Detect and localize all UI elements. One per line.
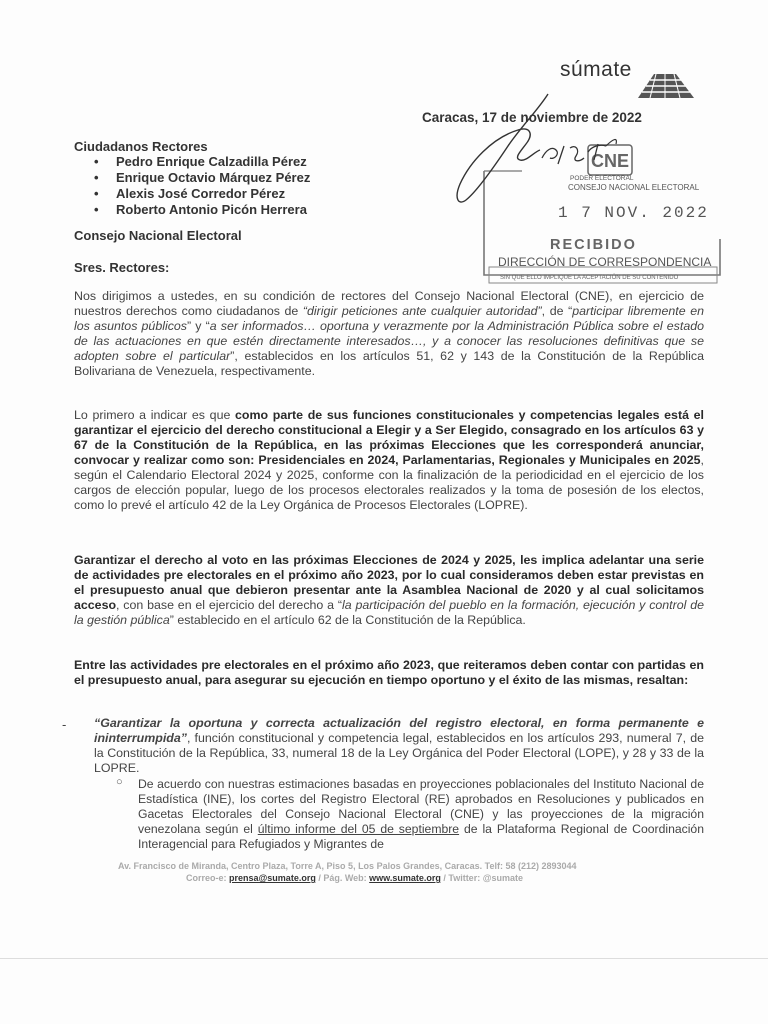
logo-text: súmate [560, 58, 632, 81]
stamp-org2: CONSEJO NACIONAL ELECTORAL [568, 183, 700, 192]
list-dash: - [62, 717, 67, 732]
stamp-org1: PODER ELECTORAL [570, 175, 634, 182]
handwritten-signature [430, 88, 620, 208]
addressee: Ciudadanos Rectores [74, 139, 208, 154]
salutation: Sres. Rectores: [74, 260, 170, 275]
paragraph-1: Nos dirigimos a ustedes, en su condición de rectores del Consejo Nacional Electoral (CNE), en ejercicio de nuestros derechos como ciudadanos de “dirigir peticiones ante cualquier autoridad”, de “participar libremente en los asuntos públicos” y “a ser informados… oportuna y verazmente por la Administración Pública sobre el estado de las actuaciones en que estén directamente interesados…, y a conocer las resoluciones definitivas que se adopten sobre el particular”, establecidos en los artículos 51, 62 y 143 de la Constitución de la República Bolivariana de Venezuela, respectivamente. [74, 289, 704, 378]
organization: Consejo Nacional Electoral [74, 228, 242, 243]
logo-pyramid-icon [632, 70, 698, 100]
cne-logo-text: CNE [590, 151, 630, 171]
stamp-received: RECIBIDO [550, 237, 637, 253]
report-link-text: último informe del 05 de septiembre [257, 822, 460, 836]
stamp-department: DIRECCIÓN DE CORRESPONDENCIA [498, 255, 712, 269]
footer-address: Av. Francisco de Miranda, Centro Plaza, Torre A, Piso 5, Los Palos Grandes, Caracas. Telf: 58 (212) 2893044 [118, 861, 577, 871]
page-edge-divider [0, 958, 768, 959]
paragraph-4: Entre las actividades pre electorales en el próximo año 2023, que reiteramos deben contar con partidas en el presupuesto anual, para asegurar su ejecución en tiempo oportuno y el éxito de las mismas, resaltan: [74, 658, 704, 687]
footer-contact: Correo-e: prensa@sumate.org / Pág. Web: www.sumate.org / Twitter: @sumate [186, 873, 523, 883]
paragraph-2: Lo primero a indicar es que como parte de sus funciones constitucionales y competencias legales está el garantizar el ejercicio del derecho constitucional a Elegir y a Ser Elegido, consagrado en los artículos 63 y 67 de la Constitución de la República, en las próximas Elecciones que les corresponderá anunciar, convocar y realizar como son: Presidenciales en 2024, Parlamentarias, Regionales y Municipales en 2025, según el Calendario Electoral 2024 y 2025, conforme con la finalización de la periodicidad en el ejercicio de los cargos de elección popular, luego de los procesos electorales realizados y la toma de posesión de los electos, como lo prevé el artículo 42 de la Ley Orgánica de Procesos Electorales (LOPRE). [74, 408, 704, 512]
rector-item: • Alexis José Corredor Pérez [94, 186, 310, 202]
rector-item: • Roberto Antonio Picón Herrera [94, 202, 310, 218]
rector-item: • Enrique Octavio Márquez Pérez [94, 170, 310, 186]
sub-item-1: De acuerdo con nuestras estimaciones basadas en proyecciones poblacionales del Instituto Nacional de Estadística (INE), los cortes del Registro Electoral (RE) aprobados en Resoluciones y publicados en Gacetas Electorales del Consejo Nacional Electoral (CNE) y las proyecciones de la migración venezolana según el último informe del 05 de septiembre de la Plataforma Regional de Coordinación Interagencial para Refugiados y Migrantes de [138, 777, 704, 851]
sub-bullet-icon: ○ [116, 776, 123, 788]
paragraph-3: Garantizar el derecho al voto en las próximas Elecciones de 2024 y 2025, les implica adelantar una serie de actividades pre electorales en el próximo año 2023, por lo cual consideramos deben estar previstas en el presupuesto anual que debieron presentar ante la Asamblea Nacional de 2020 y al cual solicitamos acceso, con base en el ejercicio del derecho a “la participación del pueblo en la formación, ejecución y control de la gestión pública” establecido en el artículo 62 de la Constitución de la República. [74, 553, 705, 627]
stamp-date: 1 7 NOV. 2022 [558, 204, 709, 222]
footer-email[interactable]: prensa@sumate.org [229, 873, 316, 883]
rector-item: • Pedro Enrique Calzadilla Pérez [94, 154, 310, 170]
rector-list [94, 154, 310, 218]
stamp-disclaimer: SIN QUE ELLO IMPLIQUE LA ACEPTACIÓN DE SU CONTENIDO [500, 275, 679, 281]
list-item-1: “Garantizar la oportuna y correcta actualización del registro electoral, en forma permanente e ininterrumpida”, función constitucional y competencia legal, establecidos en los artículos 293, numeral 7, de la Constitución de la República, 33, numeral 18 de la Ley Orgánica del Poder Electoral (LOPE), y 28 y 33 de la LOPRE. [94, 716, 704, 775]
footer-web[interactable]: www.sumate.org [369, 873, 441, 883]
letter-date: Caracas, 17 de noviembre de 2022 [422, 110, 642, 125]
